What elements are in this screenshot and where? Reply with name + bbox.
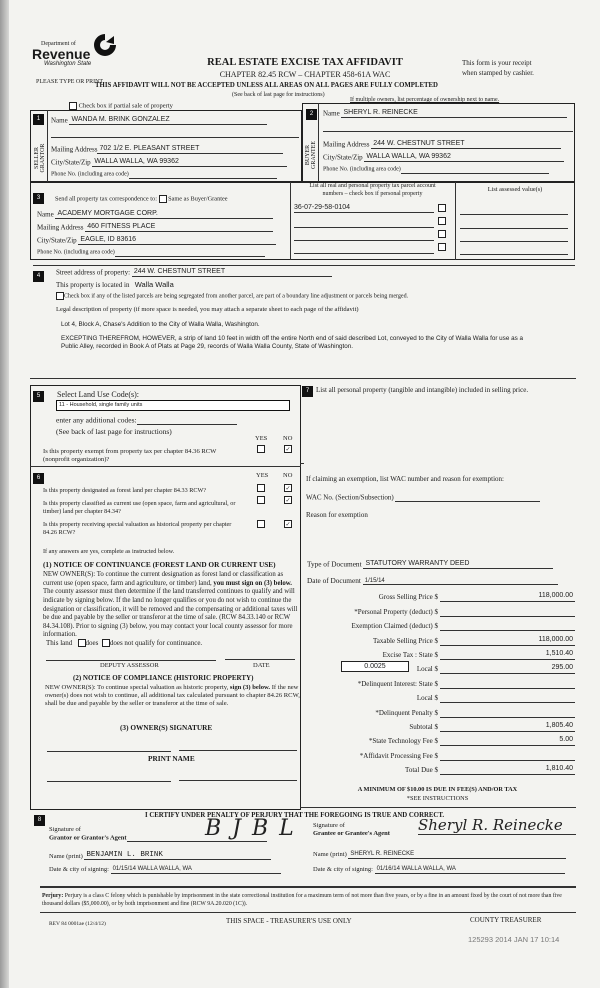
state-technology-fee[interactable]: 5.00	[440, 735, 575, 746]
forest-no-checkbox[interactable]: ✓	[285, 485, 291, 492]
corr-name-field[interactable]: ACADEMY MORTGAGE CORP.	[55, 210, 273, 219]
grantor-signature[interactable]: B J B L	[205, 816, 296, 841]
owner-signature-label: (3) OWNER(S) SIGNATURE	[120, 723, 213, 732]
excise-tax-local[interactable]: 295.00	[440, 663, 575, 674]
scan-edge	[0, 0, 9, 988]
print-name-label: PRINT NAME	[148, 754, 195, 763]
exemption-claimed[interactable]	[440, 630, 575, 631]
notice-compliance-title: (2) NOTICE OF COMPLIANCE (HISTORIC PROPERTY)	[73, 674, 254, 682]
assessor-date-label: DATE	[253, 662, 270, 669]
parcel-header: List all real and personal property tax parcel account	[309, 183, 436, 189]
amount-row: *Delinquent Interest: State $	[300, 677, 578, 689]
amount-row: Local $ 295.00	[416, 664, 573, 673]
exemption-label: If claiming an exemption, list WAC number and reason for exemption:	[306, 475, 504, 483]
partial-sale-label: Check box if partial sale of property	[78, 102, 173, 110]
amount-row: Subtotal $ 1,805.40	[409, 722, 573, 731]
personal-property-checkbox[interactable]	[438, 230, 446, 238]
section-number-2: 2	[306, 109, 317, 120]
grantee-signature[interactable]: Sheryl R. Reinecke	[418, 817, 576, 835]
notice-compliance-body: NEW OWNER(S): To continue special valuation as historic property, sign (3) below. If the new owner(s) does not wish to continue, all additional tax calculated pursuant to chapter 84.26 RCW, shall be due and payable by the seller or transferor at the time of sale.	[45, 684, 300, 707]
section-number-3: 3	[33, 193, 44, 204]
section-number-5: 5	[33, 391, 44, 402]
grantor-agent-label: Grantor or Grantor's Agent	[49, 834, 127, 842]
doc-type-field[interactable]: STATUTORY WARRANTY DEED	[363, 560, 553, 569]
seller-name-field[interactable]: WANDA M. BRINK GONZALEZ	[69, 116, 267, 125]
does-not-label: does not qualify for continuance.	[109, 639, 203, 647]
grantor-name-field[interactable]: BENJAMIN L. BRINK	[84, 851, 271, 860]
located-value: Walla Walla	[134, 280, 174, 289]
doc-date-field[interactable]: 1/15/14	[363, 578, 558, 586]
located-label: This property is located in	[56, 281, 130, 289]
subtotal[interactable]: 1,805.40	[440, 721, 575, 732]
forest-land-question: Is this property designated as forest land per chapter 84.33 RCW?	[43, 487, 207, 494]
segregated-label: Check box if any of the listed parcels are being segregated from another parcel, are part of a boundary line adjustment or parcels being merged.	[64, 293, 409, 300]
buyer-mailing-label: Mailing Address	[323, 140, 370, 149]
amount-row: Gross Selling Price $ 118,000.00	[378, 592, 573, 601]
same-as-buyer-checkbox[interactable]	[159, 195, 167, 203]
delinquent-interest-local[interactable]	[440, 702, 575, 703]
buyer-city-field[interactable]: WALLA WALLA, WA 99362	[364, 153, 564, 162]
section-number-8: 8	[34, 815, 45, 826]
grantee-date-field[interactable]: 01/16/14 WALLA WALLA, WA	[375, 866, 565, 874]
street-field[interactable]: 244 W. CHESTNUT STREET	[132, 268, 332, 277]
current-use-yes-checkbox[interactable]	[257, 496, 265, 504]
buyer-city-label: City/State/Zip	[323, 153, 363, 162]
treasurer-stamp: 125293 2014 JAN 17 10:14	[468, 935, 560, 944]
current-use-question: Is this property classified as current use (open space, farm and agricultural, or timber) land per chapter 84.34?	[43, 500, 236, 515]
wac-field[interactable]	[395, 493, 540, 502]
forest-yes-checkbox[interactable]	[257, 484, 265, 492]
grantor-date-label: Date & city of signing:	[49, 866, 109, 874]
exempt-yes-checkbox[interactable]	[257, 445, 265, 453]
yes-header: YES	[255, 435, 268, 442]
land-use-label: Select Land Use Code(s):	[57, 390, 139, 399]
grantor-signature-label: Signature of	[49, 826, 81, 833]
land-use-see-back: (See back of last page for instructions)	[56, 427, 172, 436]
deputy-assessor-label: DEPUTY ASSESSOR	[100, 662, 159, 669]
partial-sale-checkbox[interactable]	[69, 102, 77, 110]
land-use-code-select[interactable]: 11 - Household, single family units	[56, 400, 290, 411]
logo-line1: Department of	[41, 41, 76, 47]
certification-title: I CERTIFY UNDER PENALTY OF PERJURY THAT THE FOREGOING IS TRUE AND CORRECT.	[145, 812, 445, 819]
seller-name-label: Name	[51, 116, 68, 125]
legal-description-line2: EXCEPTING THEREFROM, HOWEVER, a strip of land 10 feet in width off the entire North end of said described Lot, conveyed to the City of Walla Walla for use as a Public Alley, recorded in Book A of Plats at Page 29, records of Walla Walla County, State of Washington.	[61, 335, 523, 351]
type-or-print: PLEASE TYPE OR PRINT	[36, 79, 104, 85]
seller-city-label: City/State/Zip	[51, 158, 91, 167]
this-land-label: This land	[46, 639, 73, 647]
logo-line3: Washington State	[44, 61, 92, 67]
historical-question: Is this property receiving special valuation as historical property per chapter 84.26 RCW?	[43, 521, 232, 536]
perjury-notice: Perjury: Perjury is a class C felony which is punishable by imprisonment in the state correctional institution for a maximum term of not more than five years, or by a fine in an amount fixed by the court of not more than five thousand dollars ($5,000.00), or by both imprisonment and fine (RCW 9A.20.020 (1C)).	[42, 893, 562, 907]
buyer-name-field[interactable]: SHERYL R. REINECKE	[341, 109, 567, 118]
parcel-number-field[interactable]: 36-07-29-58-0104	[294, 204, 434, 213]
doc-date-label: Date of Document	[307, 576, 361, 585]
reason-label: Reason for exemption	[306, 511, 368, 519]
minimum-note: A MINIMUM OF $10.00 IS DUE IN FEE(S) AND/OR TAX	[357, 786, 518, 793]
corr-phone-field[interactable]	[115, 249, 265, 257]
historical-no-checkbox[interactable]: ✓	[285, 521, 291, 528]
buyer-mailing-field[interactable]: 244 W. CHESTNUT STREET	[371, 140, 561, 149]
does-not-qualify-checkbox[interactable]	[102, 639, 110, 647]
additional-codes-field[interactable]	[137, 416, 237, 425]
buyer-phone-field[interactable]	[401, 166, 549, 174]
notice-continuance-title: (1) NOTICE OF CONTINUANCE (FOREST LAND OR CURRENT USE)	[43, 560, 276, 569]
same-as-buyer-label: Same as Buyer/Grantee	[168, 195, 228, 203]
county-treasurer-label: COUNTY TREASURER	[470, 916, 542, 924]
correspondence-label: Send all property tax correspondence to:	[55, 195, 157, 203]
yes-header: YES	[256, 472, 269, 479]
no-header: NO	[283, 435, 293, 442]
form-id: REV 84 0001ae (12/4/12)	[49, 921, 106, 927]
taxable-selling-price[interactable]: 118,000.00	[440, 635, 575, 646]
does-qualify-checkbox[interactable]	[78, 639, 86, 647]
grantee-name-field[interactable]: SHERYL R. REINECKE	[348, 851, 566, 859]
buyer-name-label: Name	[323, 109, 340, 118]
amount-row: *Affidavit Processing Fee $	[300, 749, 578, 761]
assessed-header: List assessed value(s)	[487, 186, 543, 193]
personal-property-deduct[interactable]	[440, 616, 575, 617]
seller-phone-label: Phone No. (including area code)	[51, 171, 129, 178]
excise-tax-state[interactable]: 1,510.40	[440, 649, 575, 660]
street-label: Street address of property:	[56, 268, 131, 277]
receipt-note-2: when stamped by cashier.	[462, 69, 534, 77]
form-subtitle: CHAPTER 82.45 RCW – CHAPTER 458-61A WAC	[219, 70, 391, 79]
receipt-note: This form is your receipt	[462, 59, 532, 67]
delinquent-penalty[interactable]	[440, 717, 575, 718]
amount-row: Local $	[300, 691, 578, 703]
corr-name-label: Name	[37, 210, 54, 219]
local-rate-field[interactable]: 0.0025	[341, 661, 409, 672]
grantee-name-label: Name (print)	[313, 851, 347, 859]
amount-row: *State Technology Fee $ 5.00	[368, 736, 573, 745]
amount-row: *Personal Property (deduct) $	[300, 605, 578, 617]
personal-property-checkbox[interactable]	[438, 204, 446, 212]
corr-city-field[interactable]: EAGLE, ID 83616	[78, 236, 276, 245]
seller-city-field[interactable]: WALLA WALLA, WA 99362	[92, 158, 287, 167]
parcel-header-2: numbers – check box if personal property	[322, 191, 423, 197]
treasurer-space-label: THIS SPACE - TREASURER'S USE ONLY	[226, 917, 352, 925]
seller-phone-field[interactable]	[129, 171, 277, 179]
legal-description-label: Legal description of property (if more space is needed, you may attach a separate sheet to each page of the affidavit)	[56, 306, 359, 313]
logo-line2: Revenue	[32, 46, 91, 62]
total-due[interactable]: 1,810.40	[440, 764, 575, 775]
grantee-signature-label: Signature of	[313, 822, 345, 829]
does-label: does	[85, 639, 99, 647]
corr-mailing-label: Mailing Address	[37, 223, 84, 232]
personal-property-checkbox[interactable]	[438, 243, 446, 251]
amount-row: Total Due $ 1,810.40	[405, 765, 573, 774]
personal-property-checkbox[interactable]	[438, 217, 446, 225]
affidavit-processing-fee[interactable]	[440, 760, 575, 761]
gross-selling-price[interactable]: 118,000.00	[440, 591, 575, 602]
amount-row: Excise Tax : State $ 1,510.40	[382, 650, 573, 659]
corr-mailing-field[interactable]: 460 FITNESS PLACE	[85, 223, 273, 232]
see-instructions: *SEE INSTRUCTIONS	[406, 795, 469, 802]
seller-mailing-field[interactable]: 702 1/2 E. PLEASANT STREET	[97, 145, 283, 154]
section-number-7: 7	[302, 386, 313, 397]
if-yes-note: If any answers are yes, complete as instructed below.	[43, 548, 175, 555]
grantor-name-label: Name (print)	[49, 852, 83, 860]
historical-yes-checkbox[interactable]	[257, 520, 265, 528]
corr-city-label: City/State/Zip	[37, 236, 77, 245]
instructions-note: (See back of last page for instructions)	[232, 92, 325, 98]
grantee-date-label: Date & city of signing:	[313, 866, 373, 874]
section-number-1: 1	[33, 114, 44, 125]
buyer-phone-label: Phone No. (including area code)	[323, 166, 401, 173]
grantee-agent-label: Grantee or Grantee's Agent	[313, 830, 390, 837]
notice-continuance-body: NEW OWNER(S): To continue the current designation as forest land or classification as current use (open space, farm and agriculture, or timber) land, you must sign on (3) below. The county assessor must then determine if the land transferred continues to qualify and will indicate by signing below. If the land no longer qualifies or you do not wish to continue the designation or classification, it will be removed and the compensating or additional taxes will be due and payable by the seller or transferor at the time of sale. (RCW 84.33.140 or RCW 84.34.108). Prior to signing (3) below, you may contact your local county assessor for more information.	[43, 571, 298, 639]
dor-logo-icon	[92, 32, 118, 58]
personal-property-label: List all personal property (tangible and intangible) included in selling price.	[316, 386, 529, 394]
amount-row: Taxable Selling Price $ 118,000.00	[372, 636, 573, 645]
multiple-owners-note: If multiple owners, list percentage of ownership next to name.	[350, 97, 500, 103]
amount-row: *Delinquent Penalty $	[300, 706, 578, 718]
section-number-6: 6	[33, 473, 44, 484]
current-use-no-checkbox[interactable]: ✓	[285, 497, 291, 504]
buyer-side-label: BUYER GRANTEE	[305, 141, 317, 169]
doc-type-label: Type of Document	[307, 559, 362, 569]
form-title: REAL ESTATE EXCISE TAX AFFIDAVIT	[207, 57, 403, 68]
amount-row: Exemption Claimed (deduct) $	[300, 619, 578, 631]
additional-codes-label: enter any additional codes:	[56, 415, 137, 425]
exempt-question: Is this property exempt from property tax per chapter 84.36 RCW (nonprofit organization)?	[43, 448, 217, 464]
acceptance-warning: THIS AFFIDAVIT WILL NOT BE ACCEPTED UNLESS ALL AREAS ON ALL PAGES ARE FULLY COMPLETED	[95, 82, 438, 89]
seller-side-label: SELLER GRANTOR	[34, 143, 46, 173]
wac-label: WAC No. (Section/Subsection)	[306, 493, 394, 502]
exempt-no-checkbox[interactable]: ✓	[285, 446, 291, 453]
section-number-4: 4	[33, 271, 44, 282]
corr-phone-label: Phone No. (including area code)	[37, 249, 115, 256]
delinquent-interest-state[interactable]	[440, 688, 575, 689]
seller-mailing-label: Mailing Address	[51, 145, 98, 154]
legal-description-line1: Lot 4, Block A, Chase's Addition to the City of Walla Walla, Washington.	[61, 321, 260, 328]
no-header: NO	[283, 472, 293, 479]
grantor-date-field[interactable]: 01/15/14 WALLA WALLA, WA	[111, 866, 281, 874]
segregated-checkbox[interactable]	[56, 292, 64, 300]
